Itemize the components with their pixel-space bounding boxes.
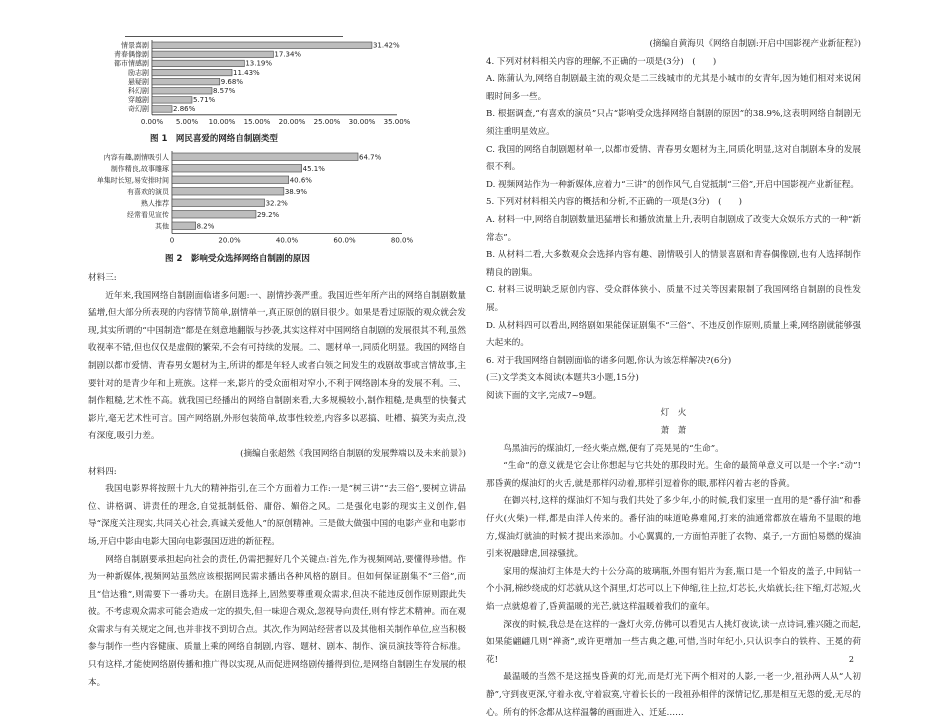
category-label: 制作精良,故事雕琢 [110, 165, 169, 173]
question-4: 4. 下列对材料相关内容的理解,不正确的一项是(3分) ( ) [486, 56, 717, 67]
tick-label: 10.00% [208, 117, 236, 126]
tick-label: 35.00% [383, 117, 411, 126]
bar [152, 60, 244, 66]
question-4-option-b: B. 根据调查,“有喜欢的演员”只占“影响受众选择网络自制剧的原因”的38.9%,这表明网络自制剧无须注重明星效应。 [486, 109, 861, 137]
bar [172, 176, 289, 184]
question-4-option-d: D. 视频网站作为一种新媒体,应着力“三讲”的创作风气,自觉抵制“三俗”,开启中国影视产业新征程。 [486, 179, 859, 190]
category-label: 都市情感剧 [114, 59, 149, 68]
tick-label: 25.00% [313, 117, 341, 126]
chart-2-title: 图 2 影响受众选择网络自制剧的原因 [165, 254, 310, 264]
tick-label: 20.0% [218, 236, 241, 245]
story-paragraph: 深夜的时候,我总是在这样的一盏灯火旁,仿佛可以看见古人挑灯夜读,读一点诗词,雅兴随之而起,如果能翩翩几则“禅斋”,或许更增加一些古典之趣,可惜,当时年纪小,只认识李白的铁杵、王冕的荷花! [486, 619, 861, 665]
tick-label: 60.0% [333, 236, 356, 245]
data-label: 31.42% [372, 41, 400, 50]
data-label: 5.71% [192, 96, 216, 105]
category-label: 其他 [155, 222, 169, 231]
category-label: 有喜欢的演员 [127, 188, 169, 196]
story-paragraph: 最温暖的当然不是这摇曳昏黄的灯光,而是灯光下两个相对的人影,一老一少,祖孙两人从“人初静”,守到夜更深,守着永夜,守着寂寞,守着长长的一段祖孙相伴的深情记忆,那是相互无怨的爱,无尽的心。所有的怀念都从这样温馨的画面进入、迁延…… [486, 672, 861, 718]
page-number: 2 [848, 655, 854, 664]
category-label: 悬疑剧 [128, 77, 149, 86]
category-label: 情景喜剧 [121, 41, 149, 50]
material-4-paragraph-2: 网络自制剧要承担起向社会的责任,仍需把握好几个关键点:首先,作为视频网站,要懂得珍惜。作为一种新媒体,视频网站虽然应该根据网民需求播出各种风格的剧目。但如何保证剧集不“三俗”,而且“信达雅”,则需要下一番功夫。在剧目选择上,固然要尊重观众需求,但决不能违反创作原则跟此失彼。不考虑观众需求可能会造成一定的损失,但一味迎合观众,忽视导向责任,则有悖艺术精神。而在观众需求与有关规定之间,也并非找不到切合点。其次,作为网站经营者以及其他相关制作单位,应当积极参与制作一些内容健康、质量上乘的网络自制剧,内容、题材、剧本、制作、演员演技等符合标准。只有这样,才能使网络剧传播和推广得以实现,从而促进网络剧传播得到位,是网络自制剧生存发展的根本。 [88, 554, 466, 688]
data-label: 13.19% [245, 59, 273, 68]
question-4-option-c: C. 我国的网络自制剧题材单一,以都市爱情、青春男女题材为主,同质化明显,这对自制剧本身的发展很不利。 [486, 144, 861, 173]
tick-label: 80.0% [390, 236, 414, 245]
category-label: 经常看见宣传 [127, 211, 169, 219]
tick-label: 0.00% [140, 117, 164, 126]
tick-label: 20.00% [278, 117, 306, 126]
category-label: 熟人推荐 [141, 199, 169, 208]
bar [172, 199, 265, 207]
tick-label: 40.0% [275, 236, 299, 245]
data-label: 64.7% [359, 153, 382, 162]
question-6: 6. 对于我国网络自制剧面临的诸多问题,你认为该怎样解决?(6分) [486, 355, 732, 366]
story-paragraph: “生命”的意义就是它会让你想起与它共处的那段时光。生命的最简单意义可以是一个字:“动”!那昏黄的煤油灯的火舌,就是那样闪动着,那样引逗着你的眼,那样闪着古老的昏黄。 [486, 461, 861, 489]
data-label: 17.34% [274, 50, 302, 59]
material-3-paragraph: 近年来,我国网络自制剧面临诸多问题:一、剧情抄袭严重。我国近些年所产出的网络自制剧数量猛增,但大部分所表现的内容情节简单,剧情单一,真正原创的剧目很少。如果是看过原版的观众就会发现,其实所谓的“中国制造”都是在刻意地翻版与抄袭,其实这样对中国网络自制剧的发展很其不利,虽然收视率不错,但也仅仅是虚假的繁荣,不会有可持续的发展。二、题材单一,同质化明显。我国的网络自制剧以都市爱情、青春男女题材为主,所讲的都是年轻人或者白领之间发生的戏剧故事或言情故事,主要针对的是青少年和上班族。这样一来,影片的受众面相对窄小,不利于网络剧本身的发展不利。三、制作粗糙,艺术性不高。就我国已经播出的网络自制剧来看,大多规模较小,制作粗糙,是典型的快餐式影片,毫无艺术性可言。国产网络剧,外形包装简单,故事性较差,内容多以恶搞、吐槽、搞笑为卖点,没有深度,吸引力差。 [88, 290, 466, 442]
bar [152, 97, 192, 104]
data-label: 9.68% [220, 77, 244, 86]
bar [172, 188, 284, 196]
left-column [88, 270, 466, 692]
material-4-paragraph-1: 我国电影界将按照十九大的精神指引,在三个方面着力工作:一是“树三讲”“去三俗”,要树立讲品位、讲格调、讲责任的理念,自觉抵制低俗、庸俗、媚俗之风。二是强化电影的现实主义创作,倡导“深度关注现实,共同关心社会,真诚关爱他人”的原创精神。三是做大做强中国的电影产业和电影市场,开启中影由电影大国向电影强国迈进的新征程。 [88, 484, 466, 547]
section-3-heading: (三)文学类文本阅读(本题共3小题,15分) [486, 373, 639, 384]
data-label: 8.57% [212, 87, 236, 95]
question-5-option-c: C. 材料三说明缺乏原创内容、受众群体狭小、质量不过关等因素限制了我国网络自制剧的良性发展。 [486, 285, 861, 313]
bar [152, 42, 372, 49]
question-4-option-a: A. 陈蒲认为,网络自制剧最主流的观众是二三线城市的尤其是小城市的女青年,因为她们相对来说闲暇时间多一些。 [486, 74, 861, 102]
data-label: 29.2% [256, 211, 280, 219]
chart-1 [90, 40, 420, 130]
question-5: 5. 下列对材料相关内容的概括和分析,不正确的一项是(3分) ( ) [486, 197, 742, 208]
bar [152, 51, 273, 58]
chart-top-rule [125, 36, 343, 37]
category-label: 单集时长短,易安排时间 [96, 176, 169, 185]
data-label: 32.2% [265, 199, 288, 208]
question-5-option-d: D. 从材料四可以看出,网络剧如果能保证剧集不“三俗”、不违反创作原则,质量上乘,网络剧就能够强大起来的。 [486, 320, 861, 349]
data-label: 2.86% [173, 105, 196, 114]
tick-label: 15.00% [243, 117, 271, 126]
material-4-heading: 材料四: [88, 466, 117, 477]
category-label: 内容有趣,剧情吸引人 [103, 153, 169, 162]
story-paragraph: 家用的煤油灯主体是大约十公分高的玻璃瓶,外围有铝片为套,瓶口是一个铅皮的盖子,中间钻一个小洞,棉纱绕成的灯芯就从这个洞里,灯芯可以上下伸缩,往上拉,灯芯长,火焰就长;往下缩,灯芯短,火焰一点就熄着了,昏黄温暖的光芒,就这样温暖着我们的童年。 [486, 566, 861, 612]
bar [152, 88, 212, 95]
tick-label: 0 [169, 236, 175, 245]
data-label: 38.9% [284, 188, 308, 196]
data-label: 11.43% [233, 68, 260, 77]
bar [152, 69, 232, 76]
tick-label: 5.00% [175, 117, 199, 126]
chart-2-svg [90, 150, 420, 250]
category-label: 奇幻剧 [128, 105, 149, 114]
story-paragraph: 鸟黑油污的煤油灯,一经火柴点燃,便有了亮晃晃的“生命”。 [503, 443, 724, 454]
chart-2 [90, 150, 420, 250]
story-author: 萧 萧 [660, 426, 687, 437]
story-title: 灯 火 [660, 408, 687, 419]
bar [152, 78, 220, 85]
question-5-option-a: A. 材料一中,网络自制剧数量迅猛增长和播放流量上升,表明自制剧成了改变大众娱乐方式的一种“新常态”。 [486, 214, 861, 243]
data-label: 8.2% [196, 222, 215, 231]
material-3-heading: 材料三: [88, 273, 117, 283]
material-source-2: (摘编自黄海贝《网络自制剧:开启中国影视产业新征程》) [649, 39, 861, 49]
chart-1-title: 图 1 网民喜爱的网络自制剧类型 [150, 134, 278, 144]
chart-1-svg [90, 40, 420, 130]
tick-label: 30.00% [348, 117, 376, 126]
bar [152, 106, 172, 113]
question-5-option-b: B. 从材料二看,大多数观众会选择内容有趣、剧情吸引人的情景喜剧和青春偶像剧,也有人选择制作精良的剧集。 [486, 250, 861, 278]
category-label: 励志剧 [128, 68, 149, 77]
section-3-instruction: 阅读下面的文字,完成7~9题。 [486, 390, 602, 401]
material-3-source: (摘编自张超然《我国网络自制剧的发展弊端以及未来前景》) [240, 448, 466, 459]
category-label: 穿越剧 [128, 96, 149, 105]
data-label: 40.6% [289, 176, 312, 185]
bar [172, 222, 196, 230]
bar [172, 165, 302, 173]
story-paragraph: 在御兴村,这样的煤油灯不知与我们共处了多少年,小的时候,我们家里一直用的是“番仔油”和番仔火(火柴)一样,都是由洋人传来的。番仔油的味道呛鼻难闻,打来的油通常都放在墙角不显眼的地方,煤油灯就油的时候才提出来添加。小心翼翼的,一方面怕弄脏了衣物、桌子,一方面怕易燃的煤油引来祝融肆虐,回禄骚扰。 [486, 496, 861, 560]
bar [172, 153, 358, 161]
category-label: 科幻剧 [128, 87, 149, 95]
data-label: 45.1% [302, 165, 325, 173]
category-label: 青春偶像剧 [114, 50, 149, 59]
bar [172, 211, 256, 219]
right-column [486, 36, 861, 722]
